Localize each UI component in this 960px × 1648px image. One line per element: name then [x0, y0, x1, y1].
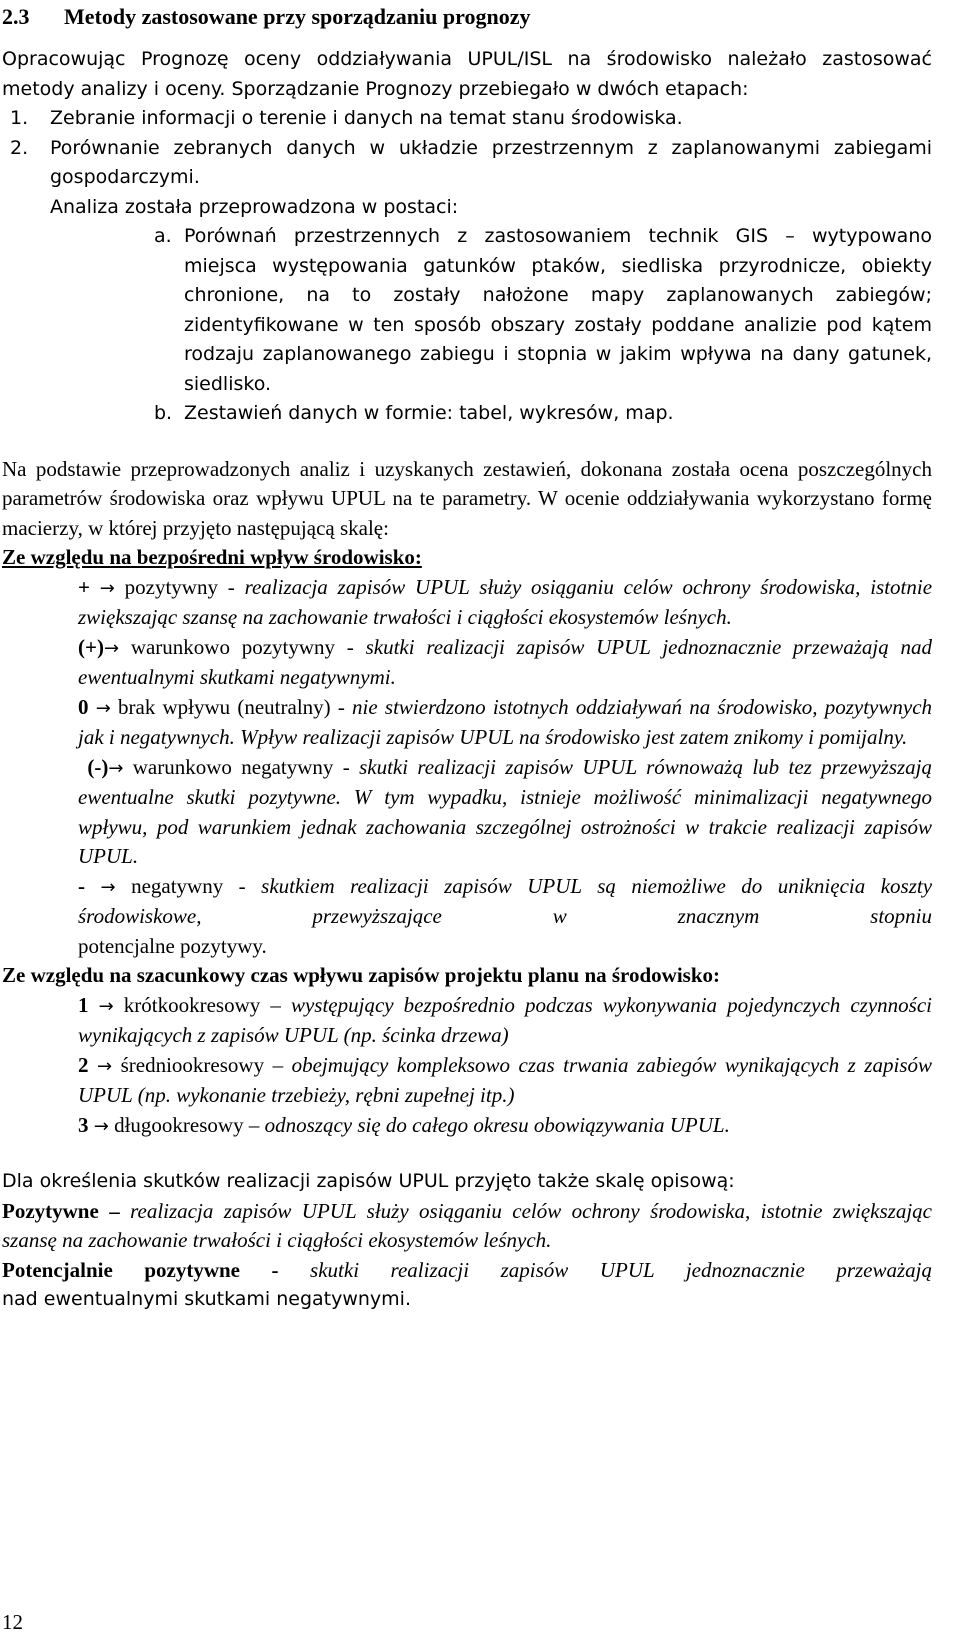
step-text: Zebranie informacji o terenie i danych na temat stanu środowiska.: [50, 107, 683, 129]
analysis-marker: a.: [154, 225, 172, 247]
scale-label: warunkowo pozytywny -: [130, 634, 354, 659]
descriptive-intro: Dla określenia skutków realizacji zapisów UPUL przyjęto także skalę opisową:: [2, 1170, 735, 1192]
descriptive-description: skutki realizacji zapisów UPUL jednoznacznie przeważają: [310, 1257, 933, 1282]
arrow-icon: →: [93, 1115, 109, 1137]
analysis-intro: Analiza została przeprowadzona w postaci:: [50, 195, 459, 218]
scale-label: brak wpływu (neutralny) -: [118, 694, 345, 719]
scale-symbol: 3: [78, 1112, 89, 1137]
arrow-icon: →: [97, 1055, 113, 1077]
scale-description: skutki realizacji zapisów UPUL równoważą lub tez przewyższają ewentualne skutki pozytywne. W tym wypadku, istnieje możliwość minimalizacji negatywnego wpływu, pod warunkiem jednak zachowania szczególnej ostrożności w trakcie realizacji zapisów UPUL.: [78, 754, 933, 868]
section-title: Metody zastosowane przy sporządzaniu prognozy: [64, 4, 531, 29]
scale-symbol: 0: [78, 694, 89, 719]
scale-symbol: (-): [87, 754, 109, 779]
direct-impact-heading: Ze względu na bezpośredni wpływ środowisko:: [2, 545, 422, 569]
scale-description: nie stwierdzono istotnych oddziaływań na środowisko, pozytywnych jak i negatywnych. Wpływ realizacji zapisów UPUL na środowisko jest zatem znikomy i pomijalny.: [78, 694, 933, 749]
time-impact-long: [2, 1111, 932, 1142]
scale-symbol: (+): [78, 634, 104, 659]
arrow-icon: →: [100, 876, 116, 898]
direct-impact-negative: [2, 872, 932, 962]
scale-symbol: +: [78, 574, 90, 599]
page-number: 12: [2, 1610, 23, 1634]
scale-label: warunkowo negatywny -: [132, 754, 350, 779]
analysis-item-b: [2, 399, 932, 429]
direct-impact-conditional-positive: [2, 633, 932, 693]
descriptive-description: realizacja zapisów UPUL służy osiąganiu celów ochrony środowiska, istotnie zwiększając szansę na zachowanie trwałości i ciągłości ekosystemów leśnych.: [2, 1198, 933, 1252]
analysis-text: Porównań przestrzennych z zastosowaniem technik GIS – wytypowano miejsca występowania gatunków ptaków, siedliska przyrodnicze, obiekty chronione, na to zostały nałożone mapy zaplanowanych zabiegów; zidentyfikowane w ten sposób obszary zostały poddane analizie pod kątem rodzaju zaplanowanego zabiegu i stopnia w jakim wpływa na dany gatunek, siedlisko.: [184, 225, 932, 395]
direct-impact-neutral: [2, 693, 932, 753]
step-2: [2, 134, 932, 193]
assessment-paragraph: Na podstawie przeprowadzonych analiz i uzyskanych zestawień, dokonana została ocena poszczególnych parametrów środowiska oraz wpływu UPUL na te parametry. W ocenie oddziaływania wykorzystano formę macierzy, w której przyjęto następującą skalę:: [2, 456, 932, 540]
descriptive-tail: nad ewentualnymi skutkami negatywnymi.: [2, 1288, 412, 1310]
step-text: Porównanie zebranych danych w układzie przestrzennym z zaplanowanymi zabiegami gospodarczymi.: [50, 136, 932, 188]
time-impact-heading: Ze względu na szacunkowy czas wpływu zapisów projektu planu na środowisko:: [2, 963, 721, 987]
step-1: [2, 104, 932, 134]
scale-description: występujący bezpośrednio podczas wykonywania pojedynczych czynności wynikających z zapisów UPUL (np. ścinka drzewa): [78, 992, 932, 1047]
time-impact-short: [2, 991, 932, 1051]
scale-label: negatywny -: [131, 873, 246, 898]
analysis-item-a: [2, 222, 932, 399]
arrow-icon: →: [108, 757, 124, 779]
section-number: 2.3: [2, 4, 30, 29]
scale-description: odnoszący się do całego okresu obowiązywania UPUL.: [264, 1112, 730, 1137]
arrow-icon: →: [98, 995, 114, 1017]
scale-symbol: 2: [78, 1052, 89, 1077]
analysis-marker: b.: [154, 402, 173, 424]
arrow-icon: →: [99, 577, 115, 599]
intro-paragraph: Opracowując Prognozę oceny oddziaływania UPUL/ISL na środowisko należało zastosować metody analizy i oceny. Sporządzanie Prognozy przebiegało w dwóch etapach:: [2, 48, 932, 100]
analysis-text: Zestawień danych w formie: tabel, wykresów, map.: [184, 402, 674, 424]
arrow-icon: →: [95, 697, 111, 719]
scale-description: skutki realizacji zapisów UPUL jednoznacznie przeważają nad ewentualnymi skutkami negatywnymi.: [78, 634, 932, 689]
descriptive-term: Pozytywne –: [2, 1198, 120, 1223]
scale-description-tail: potencjalne pozytywy.: [78, 933, 267, 958]
descriptive-positive: [2, 1197, 932, 1256]
section-heading: [2, 0, 932, 32]
scale-symbol: 1: [78, 992, 89, 1017]
direct-impact-positive: [2, 573, 932, 633]
descriptive-term: Potencjalnie pozytywne -: [2, 1257, 279, 1282]
scale-description: skutkiem realizacji zapisów UPUL są niemożliwe do uniknięcia koszty środowiskowe, przewyższające w znacznym stopniu: [78, 873, 933, 928]
scale-label: średniookresowy –: [120, 1052, 284, 1077]
direct-impact-conditional-negative: [2, 753, 932, 872]
arrow-icon: →: [103, 637, 120, 659]
step-marker: 1.: [10, 107, 29, 129]
scale-label: pozytywny -: [124, 574, 235, 599]
scale-description: obejmujący kompleksowo czas trwania zabiegów wynikających z zapisów UPUL (np. wykonanie trzebieży, rębni zupełnej itp.): [78, 1052, 932, 1107]
scale-label: krótkookresowy –: [123, 992, 281, 1017]
time-impact-medium: [2, 1051, 932, 1111]
scale-label: długookresowy –: [114, 1112, 260, 1137]
scale-description: realizacja zapisów UPUL służy osiąganiu celów ochrony środowiska, istotnie zwiększając szansę na zachowanie trwałości i ciągłości ekosystemów leśnych.: [78, 574, 933, 629]
step-marker: 2.: [10, 136, 29, 159]
scale-symbol: -: [78, 873, 85, 898]
descriptive-potential-positive: [2, 1256, 932, 1286]
